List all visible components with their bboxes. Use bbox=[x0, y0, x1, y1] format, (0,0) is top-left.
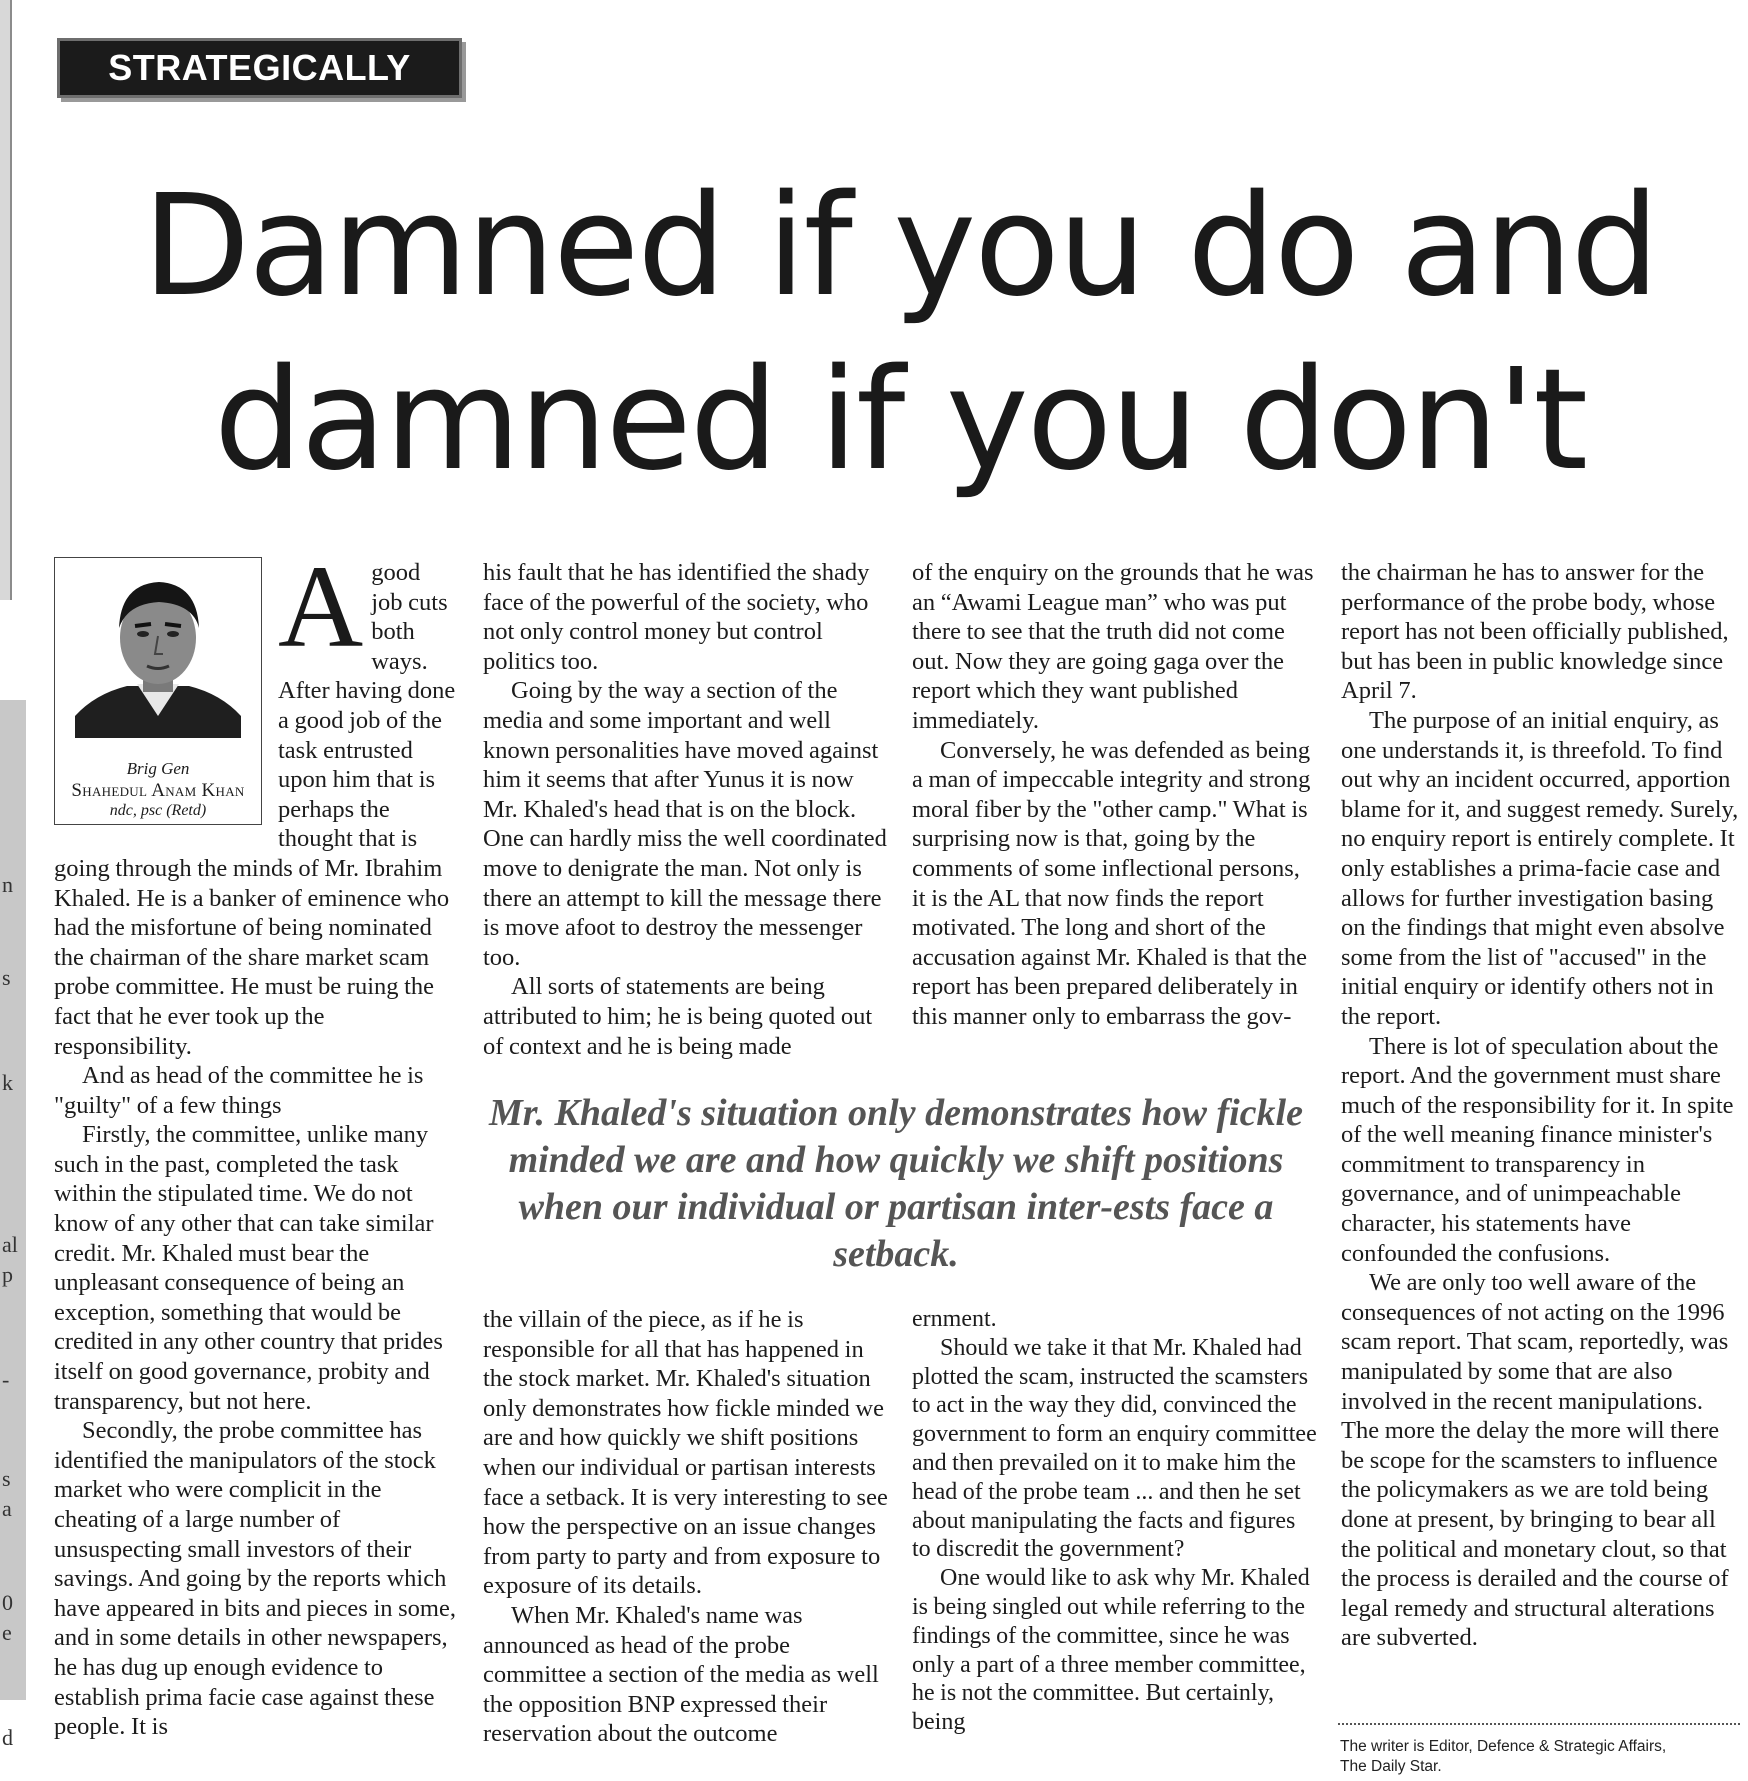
edge-letter: s bbox=[2, 1466, 11, 1491]
column-2-top bbox=[483, 558, 888, 1061]
paragraph: ernment. bbox=[912, 1306, 997, 1332]
edge-letter: s bbox=[2, 965, 11, 990]
column-2-bottom bbox=[483, 1305, 888, 1749]
adjacent-page-strip bbox=[0, 700, 26, 1700]
author-footnote bbox=[1340, 1737, 1740, 1777]
column-3-top bbox=[912, 558, 1317, 1032]
edge-letter: al bbox=[2, 1232, 18, 1257]
headline-line-1: Damned if you do and bbox=[142, 165, 1658, 328]
byline-rank: Brig Gen bbox=[126, 759, 190, 778]
paragraph-text: good job cuts both ways. After having done a good job of the task entrusted upon him that is perhaps the thought that is going through the minds of Mr. Ibrahim Khaled. He is a banker of eminence who had the misfortune of being nominated the chairman of the share market scam probe committee. He must be ruing the fact that he ever took up the responsibility. bbox=[54, 559, 456, 1060]
paragraph: We are only too well aware of the consequences of not acting on the 1996 scam report. That scam, reportedly, was manipulated by some that are also involved in the recent manipulations. The more the delay the more will there be scope for the scamsters to influence the policymakers as we are told being done at present, by bringing to bear all the political and monetary clout, so that the process is derailed and the course of legal remedy and structural alterations are subverted. bbox=[1341, 1269, 1729, 1652]
edge-letter: d bbox=[2, 1725, 13, 1750]
headline bbox=[60, 160, 1740, 508]
paragraph: The purpose of an initial enquiry, as one understands it, is threefold. To find out why an incident occurred, apportion blame for it, and suggest remedy. Surely, no enquiry report is entirely complete. It only establishes a prima-facie case and allows for further investigation basing on the findings that might even absolve some from the list of "accused" in the initial enquiry or identify others not in the report. bbox=[1341, 706, 1739, 1030]
edge-letter: e bbox=[2, 1620, 12, 1645]
byline-name: Shahedul Anam Khan bbox=[71, 780, 245, 801]
paragraph: Firstly, the committee, unlike many such in the past, completed the task within the stipulated time. We do not know of any other that can take similar credit. Mr. Khaled must bear the unpleasant consequence of being an exception, something that would be credited in any other country that prides itself on good governance, probity and transparency, but not here. bbox=[54, 1121, 443, 1415]
paragraph: Should we take it that Mr. Khaled had plotted the scam, instructed the scamsters to act in the way they did, convinced the government to form an enquiry committee and then prevailed on it to make him the head of the probe team ... and then he set about manipulating the facts and figures to discredit the government? bbox=[912, 1334, 1317, 1563]
headline-line-2: damned if you don't bbox=[213, 339, 1587, 502]
paragraph: of the enquiry on the grounds that he was an “Awami League man” who was put there to see that the truth did not come out. Now they are going gaga over the report which they want published immediately. bbox=[912, 559, 1314, 734]
footnote-line-1: The writer is Editor, Defence & Strategic Affairs, bbox=[1340, 1738, 1667, 1755]
paragraph: There is lot of speculation about the report. And the government must share much of the responsibility for it. In spite of the well meaning finance minister's commitment to transparency in governance, and of unimpeachable character, his statements have confounded the confusions. bbox=[1341, 1032, 1734, 1267]
footnote-line-2: The Daily Star. bbox=[1340, 1758, 1442, 1775]
pull-quote: Mr. Khaled's situation only demonstrates how fickle minded we are and how quickly we shift positions when our individual or partisan inter-ests face a setback. bbox=[489, 1092, 1303, 1275]
photo-spacer bbox=[54, 558, 278, 830]
paragraph: And as head of the committee he is "guilty" of a few things bbox=[54, 1062, 424, 1119]
paragraph: All sorts of statements are being attributed to him; he is being quoted out of context and he is being made bbox=[483, 973, 873, 1060]
edge-letter: 0 bbox=[2, 1590, 13, 1615]
dotted-divider bbox=[1338, 1723, 1740, 1725]
edge-letter: k bbox=[2, 1070, 13, 1095]
paragraph: the villain of the piece, as if he is responsible for all that has happened in the stock market. Mr. Khaled's situation only demonstrates how fickle minded we are and how quickly we shift positions when our individual or partisan interests face a setback. It is very interesting to see how the perspective on an issue changes from party to party and from exposure to exposure of its details. bbox=[483, 1306, 888, 1600]
paragraph: his fault that he has identified the shady face of the powerful of the society, who not only control money but control politics too. bbox=[483, 559, 870, 675]
edge-letter: - bbox=[2, 1367, 10, 1392]
edge-letter: p bbox=[2, 1262, 13, 1287]
paragraph: Secondly, the probe committee has identified the manipulators of the stock market who were complicit in the cheating of a large number of unsuspecting small investors of their savings. And going by the reports which have appeared in bits and pieces in some, and in some details in other newspapers, he has dug up enough evidence to establish prima facie case against these people. It is bbox=[54, 1417, 456, 1741]
paragraph: When Mr. Khaled's name was announced as head of the probe committee a section of the media as well the opposition BNP expressed their reservation about the outcome bbox=[483, 1601, 879, 1748]
column-3-bottom bbox=[912, 1305, 1317, 1737]
paragraph: Going by the way a section of the media and some important and well known personalities have moved against him it seems that after Yunus it is now Mr. Khaled's head that is on the block. One can hardly miss the well coordinated move to denigrate the man. Not only is there an attempt to kill the message there is move afoot to destroy the messenger too. bbox=[483, 677, 887, 971]
edge-letter: a bbox=[2, 1496, 12, 1521]
section-kicker: STRATEGICALLY SPEAKING bbox=[57, 38, 462, 98]
paragraph: One would like to ask why Mr. Khaled is being singled out while referring to the findings of the committee, since he was only a part of a three member committee, he is not the committee. But certainly, being bbox=[912, 1565, 1310, 1736]
paragraph: the chairman he has to answer for the performance of the probe body, whose report has not been officially published, but has been in public knowledge since April 7. bbox=[1341, 559, 1729, 705]
edge-letter: n bbox=[2, 872, 13, 897]
drop-cap: A bbox=[278, 541, 364, 672]
adjacent-page-edge bbox=[0, 0, 12, 600]
column-4 bbox=[1341, 558, 1741, 1653]
column-1 bbox=[54, 541, 457, 1742]
byline-credentials: ndc, psc (Retd) bbox=[109, 802, 207, 819]
paragraph: Conversely, he was defended as being a man of impeccable integrity and strong moral fiber by the "other camp." What is surprising now is that, going by the comments of some inflectional persons, it is the AL that now finds the report motivated. The long and short of the accusation against Mr. Khaled is that the report has been prepared deliberately in this manner only to embarrass the gov- bbox=[912, 736, 1311, 1030]
